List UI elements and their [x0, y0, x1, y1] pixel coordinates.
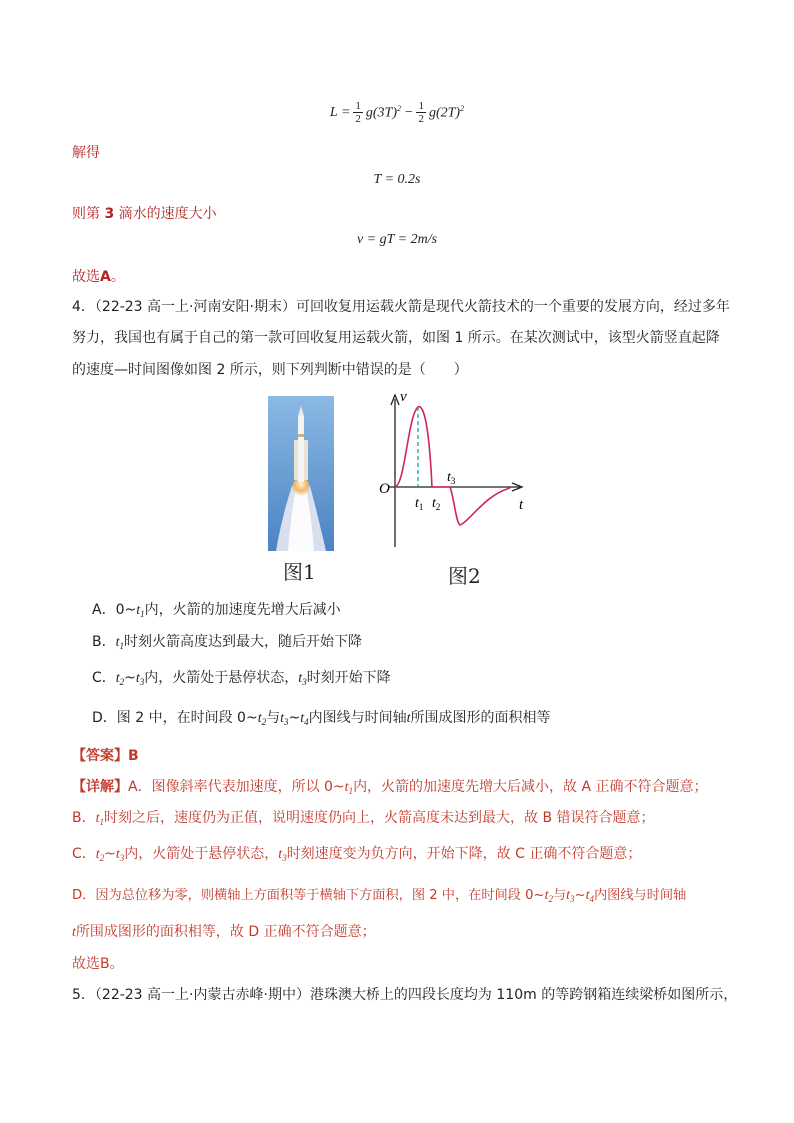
answer: 【答案】B — [72, 748, 139, 764]
detail-d-line2: t所围成图形的面积相等，故 D 正确不符合题意； — [72, 924, 376, 940]
detail-c: C．$t_2\sim t_3$内，火箭处于悬停状态，$t_3$时刻速度变为负方向，开始下降，故 C 正确不符合题意； — [72, 846, 642, 863]
vt-graph — [370, 385, 540, 555]
formula-T: T = 0.2s — [373, 172, 421, 187]
fig1-caption: 图1 — [283, 560, 316, 584]
formula-L: L = $\frac{1}{2}$ $g(3T)^2$ − $\frac{1}{2}$ $g(2T)^2$ — [329, 100, 465, 125]
option-c: C．$t_2\sim t_3$内，火箭处于悬停状态，$t_3$时刻开始下降 — [92, 670, 391, 687]
graph-t-label: t — [519, 497, 524, 513]
graph-origin-label: O — [379, 481, 390, 497]
detail-b: B．$t_1$时刻之后，速度仍为正值，说明速度仍向上，火箭高度未达到最大，故 B 错误符合题意； — [72, 810, 655, 827]
speed-label: 则第 3 滴水的速度大小 — [72, 206, 217, 222]
q4-choose: 故选B。 — [72, 956, 124, 972]
prev-choose: 故选A。 — [72, 269, 125, 285]
formula-v: v = gT = 2m/s — [356, 232, 438, 247]
q4-text-line2: 努力，我国也有属于自己的第一款可回收复用运载火箭，如图 1 所示。在某次测试中，该型火箭竖直起降 — [72, 330, 720, 346]
graph-t2-label: $t_2$ — [432, 496, 441, 512]
graph-v-label: v — [400, 389, 407, 405]
rocket-photo — [268, 396, 334, 551]
fig2-caption: 图2 — [448, 564, 481, 588]
option-a: A．$0\sim t_1$内，火箭的加速度先增大后减小 — [92, 602, 341, 619]
option-b: B．$t_1$时刻火箭高度达到最大，随后开始下降 — [92, 634, 362, 651]
q5-text-line1: 5．（22-23 高一上·内蒙古赤峰·期中）港珠澳大桥上的四段长度均为 110m 的等跨钢箱连续梁桥如图所示， — [72, 987, 738, 1003]
option-d: D．图 2 中，在时间段 $0\sim t_2$与$t_3\sim t_4$内图线与时间轴t所围成图形的面积相等 — [92, 710, 551, 727]
graph-t1-label: $t_1$ — [415, 496, 424, 512]
q4-text-line1: 4．（22-23 高一上·河南安阳·期末）可回收复用运载火箭是现代火箭技术的一个重要的发展方向，经过多年 — [72, 299, 730, 315]
q4-text-line3: 的速度—时间图像如图 2 所示，则下列判断中错误的是（ ） — [72, 362, 468, 378]
detail-a: 【详解】A．图像斜率代表加速度，所以 $0\sim t_1$内，火箭的加速度先增大后减小，故 A 正确不符合题意； — [72, 779, 708, 796]
graph-t3-label: $t_3$ — [447, 470, 456, 486]
detail-d-line1: D．因为总位移为零，则横轴上方面积等于横轴下方面积，图 2 中，在时间段 $0\sim t_2$与$t_3\sim t_4$内图线与时间轴 — [72, 888, 687, 904]
solve-label: 解得 — [72, 145, 100, 161]
